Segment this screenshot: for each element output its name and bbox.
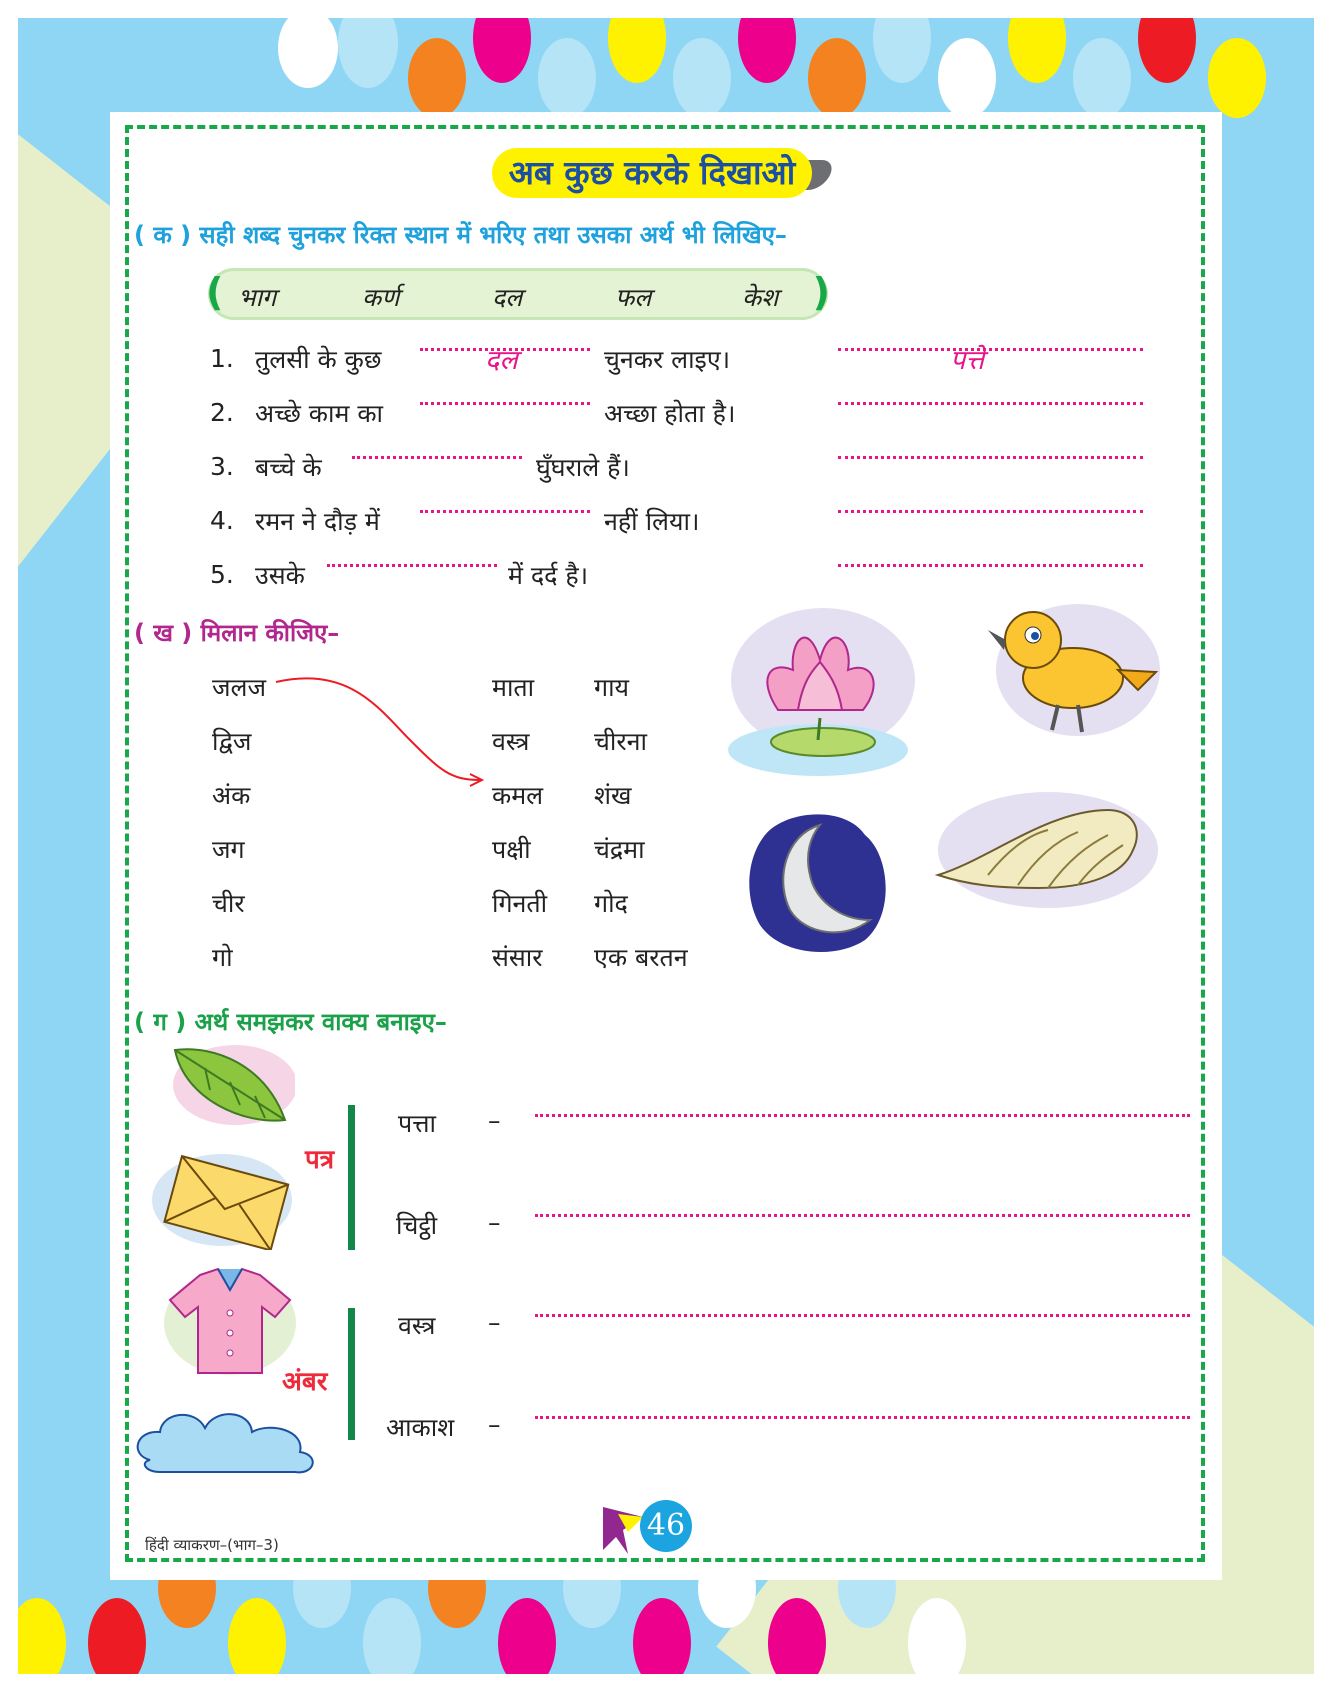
decor-dot [338,18,398,88]
question-text-after: में दर्द है। [508,561,589,590]
match-arrow [270,670,490,800]
sentence-blank[interactable] [535,1416,1190,1419]
answer-text: दल [485,345,518,376]
homonym-word: अंबर [282,1367,328,1397]
answer-blank[interactable] [420,402,590,405]
decor-dot [608,18,666,83]
word-bank-item: भाग [238,283,277,312]
decor-dot [18,1598,66,1674]
dash: – [488,1106,501,1135]
decor-dot [363,1598,421,1674]
bracket-right: ) [812,270,830,314]
decor-dot [538,38,596,118]
star-icon [598,1502,646,1557]
meaning-blank[interactable] [838,402,1143,405]
meaning-blank[interactable] [838,456,1143,459]
section-ga-heading: ( ग ) अर्थ समझकर वाक्य बनाइए– [134,1008,447,1036]
cloud-icon [130,1400,330,1480]
answer-blank[interactable] [420,510,590,513]
question-number: 5. [210,560,234,589]
word-bank-item: फल [615,283,652,312]
match-word-col2[interactable]: कमल [492,781,544,810]
dash: – [488,1308,501,1337]
meaning-blank[interactable] [838,510,1143,513]
section-kha-heading: ( ख ) मिलान कीजिए– [134,619,340,647]
meaning-blank[interactable] [838,564,1143,567]
decor-dot [1008,18,1066,83]
moon-icon [745,805,895,960]
question-number: 4. [210,506,234,535]
meaning-word: पत्ता [398,1109,436,1138]
match-word-col3[interactable]: एक बरतन [594,943,688,972]
decor-dot [738,18,796,83]
question-text-before: उसके [255,561,305,590]
decor-dot [88,1598,146,1674]
decor-dot [1073,38,1131,118]
envelope-icon [150,1150,295,1250]
lotus-icon [718,600,918,785]
answer-blank[interactable] [352,456,522,459]
question-text-after: नहीं लिया। [604,507,700,536]
page-number: 46 [646,1508,686,1543]
decor-dot [938,38,996,118]
match-word-col3[interactable]: चीरना [594,727,647,756]
section-ka-heading: ( क ) सही शब्द चुनकर रिक्त स्थान में भरिए तथा उसका अर्थ भी लिखिए– [134,221,787,249]
match-word-col1[interactable]: चीर [212,889,245,918]
page-title: अब कुछ करके दिखाओ [508,153,796,192]
match-word-col3[interactable]: गोद [594,889,628,918]
decor-dot [1208,38,1266,118]
sentence-blank[interactable] [535,1314,1190,1317]
leaf-icon [165,1040,295,1130]
meaning-word: चिट्ठी [396,1211,438,1240]
match-word-col2[interactable]: माता [492,673,535,702]
decor-dot [873,18,931,83]
match-word-col3[interactable]: चंद्रमा [594,835,645,864]
decor-dot [808,38,866,118]
match-word-col1[interactable]: अंक [212,781,251,810]
question-number: 2. [210,398,234,427]
decor-dot [633,1598,691,1674]
match-word-col1[interactable]: जलज [212,673,267,702]
dash: – [488,1410,501,1439]
group-bracket-bar [348,1308,355,1440]
match-word-col3[interactable]: गाय [594,673,630,702]
match-word-col2[interactable]: गिनती [492,889,548,918]
question-text-before: रमन ने दौड़ में [255,507,380,536]
sentence-blank[interactable] [535,1114,1190,1117]
decor-dot [1138,18,1196,83]
homonym-word: पत्र [305,1145,335,1175]
decor-dot [278,18,338,88]
question-text-before: अच्छे काम का [255,399,384,428]
match-word-col2[interactable]: संसार [492,943,543,972]
question-number: 1. [210,344,234,373]
dash: – [488,1208,501,1237]
question-number: 3. [210,452,234,481]
match-word-col1[interactable]: जग [212,835,245,864]
decor-dot [473,18,531,83]
word-bank-item: दल [492,283,523,312]
match-word-col2[interactable]: पक्षी [492,835,531,864]
meaning-blank[interactable] [838,348,1143,351]
match-word-col2[interactable]: वस्त्र [492,727,530,756]
match-word-col1[interactable]: द्विज [212,727,252,756]
meaning-word: वस्त्र [398,1311,436,1340]
book-title-footer: हिंदी व्याकरण–(भाग–3) [145,1536,279,1554]
bird-icon [978,600,1163,750]
question-text-after: अच्छा होता है। [604,399,736,428]
conch-shell-icon [928,790,1163,920]
question-text-after: घुँघराले हैं। [536,453,630,482]
question-text-before: बच्चे के [255,453,322,482]
word-bank-item: केश [742,283,779,312]
decor-dot [498,1598,556,1674]
question-text-before: तुलसी के कुछ [255,345,382,374]
decor-dot [408,38,466,118]
question-text-after: चुनकर लाइए। [604,345,731,374]
meaning-word: आकाश [386,1413,455,1442]
word-bank-item: कर्ण [362,283,400,312]
match-word-col1[interactable]: गो [212,943,233,972]
sentence-blank[interactable] [535,1214,1190,1217]
decor-dot [673,38,731,118]
decor-dot [228,1598,286,1674]
match-word-col3[interactable]: शंख [594,781,632,810]
meaning-text: पत्ते [950,345,984,376]
answer-blank[interactable] [327,564,497,567]
shirt-icon [160,1265,300,1380]
group-bracket-bar [348,1105,355,1250]
bracket-left: ( [206,270,224,314]
